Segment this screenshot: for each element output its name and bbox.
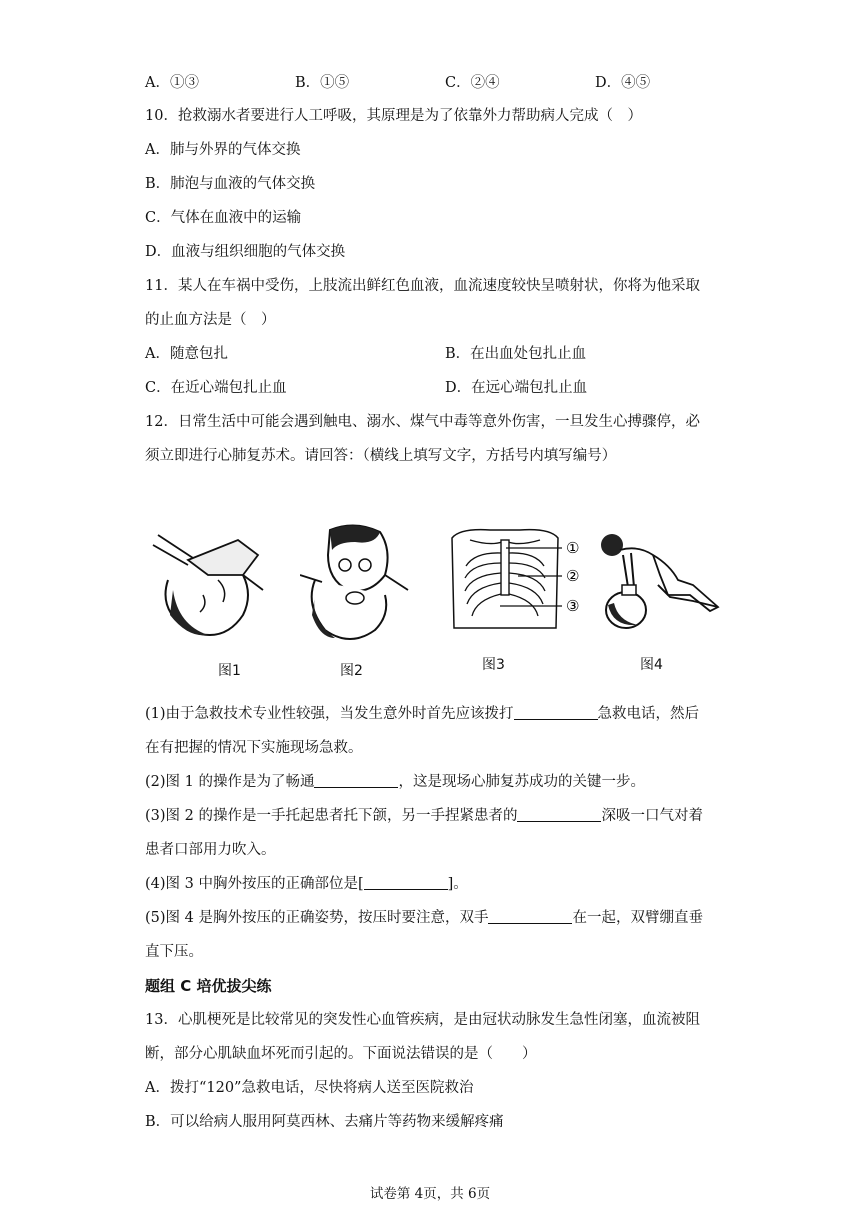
q11-stem-line1: 11．某人在车祸中受伤，上肢流出鲜红色血液，血流速度较快呈喷射状，你将为他采取 — [145, 278, 700, 294]
q12-part5-line1: (5)图 4 是胸外按压的正确姿势，按压时要注意，双手 在一起，双臂绷直垂 — [145, 910, 703, 926]
q13-stem-line1: 13．心肌梗死是比较常见的突发性心血管疾病，是由冠状动脉发生急性闭塞，血流被阻 — [145, 1012, 700, 1028]
q11-option-d: D．在远心端包扎止血 — [445, 380, 588, 396]
figure-2-rescue-breath — [300, 520, 412, 650]
answer-blank[interactable] — [514, 704, 598, 720]
q12-part4: (4)图 3 中胸外按压的正确部位是[ ]。 — [145, 876, 468, 892]
q10-stem: 10．抢救溺水者要进行人工呼吸，其原理是为了依靠外力帮助病人完成（ ） — [145, 108, 642, 124]
q12-part3-line1: (3)图 2 的操作是一手托起患者托下颌，另一手捏紧患者的 深吸一口气对着 — [145, 808, 703, 824]
q10-option-b: B．肺泡与血液的气体交换 — [145, 176, 316, 192]
q9-option-c: C．②④ — [445, 75, 500, 91]
answer-blank[interactable] — [314, 772, 398, 788]
q11-option-c: C．在近心端包扎止血 — [145, 380, 287, 396]
figure-3-chest-ribs — [440, 518, 590, 636]
answer-blank[interactable] — [517, 806, 601, 822]
q11-option-b: B．在出血处包扎止血 — [445, 346, 587, 362]
q12-part3-line2: 患者口部用力吹入。 — [145, 842, 276, 858]
answer-blank[interactable] — [488, 908, 572, 924]
figure-4-compression-posture — [598, 525, 726, 637]
figure-1-head-tilt — [148, 520, 266, 650]
q10-option-d: D．血液与组织细胞的气体交换 — [145, 244, 346, 260]
q9-option-d: D．④⑤ — [595, 75, 651, 91]
figure-1-caption: 图1 — [218, 663, 241, 679]
q12-part2: (2)图 1 的操作是为了畅通 ，这是现场心肺复苏成功的关键一步。 — [145, 774, 645, 790]
figure-4-caption: 图4 — [640, 657, 663, 673]
figure-3-label-1: ① — [566, 539, 580, 557]
figure-3-label-2: ② — [566, 567, 580, 585]
q12-stem-line1: 12．日常生活中可能会遇到触电、溺水、煤气中毒等意外伤害，一旦发生心搏骤停，必 — [145, 414, 700, 430]
q12-stem-line2: 须立即进行心肺复苏术。请回答：（横线上填写文字，方括号内填写编号） — [145, 448, 617, 464]
q10-option-a: A．肺与外界的气体交换 — [145, 142, 301, 158]
q11-option-a: A．随意包扎 — [145, 346, 228, 362]
page-footer: 试卷第 4页，共 6页 — [369, 1186, 491, 1202]
q10-option-c: C．气体在血液中的运输 — [145, 210, 302, 226]
figure-3-label-3: ③ — [566, 597, 580, 615]
q12-part5-line2: 直下压。 — [145, 944, 203, 960]
q11-stem-line2: 的止血方法是（ ） — [145, 312, 276, 328]
q9-option-a: A．①③ — [145, 75, 199, 91]
q13-stem-line2: 断，部分心肌缺血坏死而引起的。下面说法错误的是（ ） — [145, 1046, 537, 1062]
answer-blank[interactable] — [364, 874, 448, 890]
section-c-heading: 题组 C 培优拔尖练 — [145, 977, 272, 995]
q13-option-b: B．可以给病人服用阿莫西林、去痛片等药物来缓解疼痛 — [145, 1114, 504, 1130]
q12-part1-line2: 在有把握的情况下实施现场急救。 — [145, 740, 363, 756]
figure-3-caption: 图3 — [482, 657, 505, 673]
q13-option-a: A．拨打“120”急救电话，尽快将病人送至医院救治 — [145, 1080, 474, 1096]
q9-option-b: B．①⑤ — [295, 75, 350, 91]
q12-part1-line1: (1)由于急救技术专业性较强，当发生意外时首先应该拨打 急救电话，然后 — [145, 706, 700, 722]
figure-2-caption: 图2 — [340, 663, 363, 679]
